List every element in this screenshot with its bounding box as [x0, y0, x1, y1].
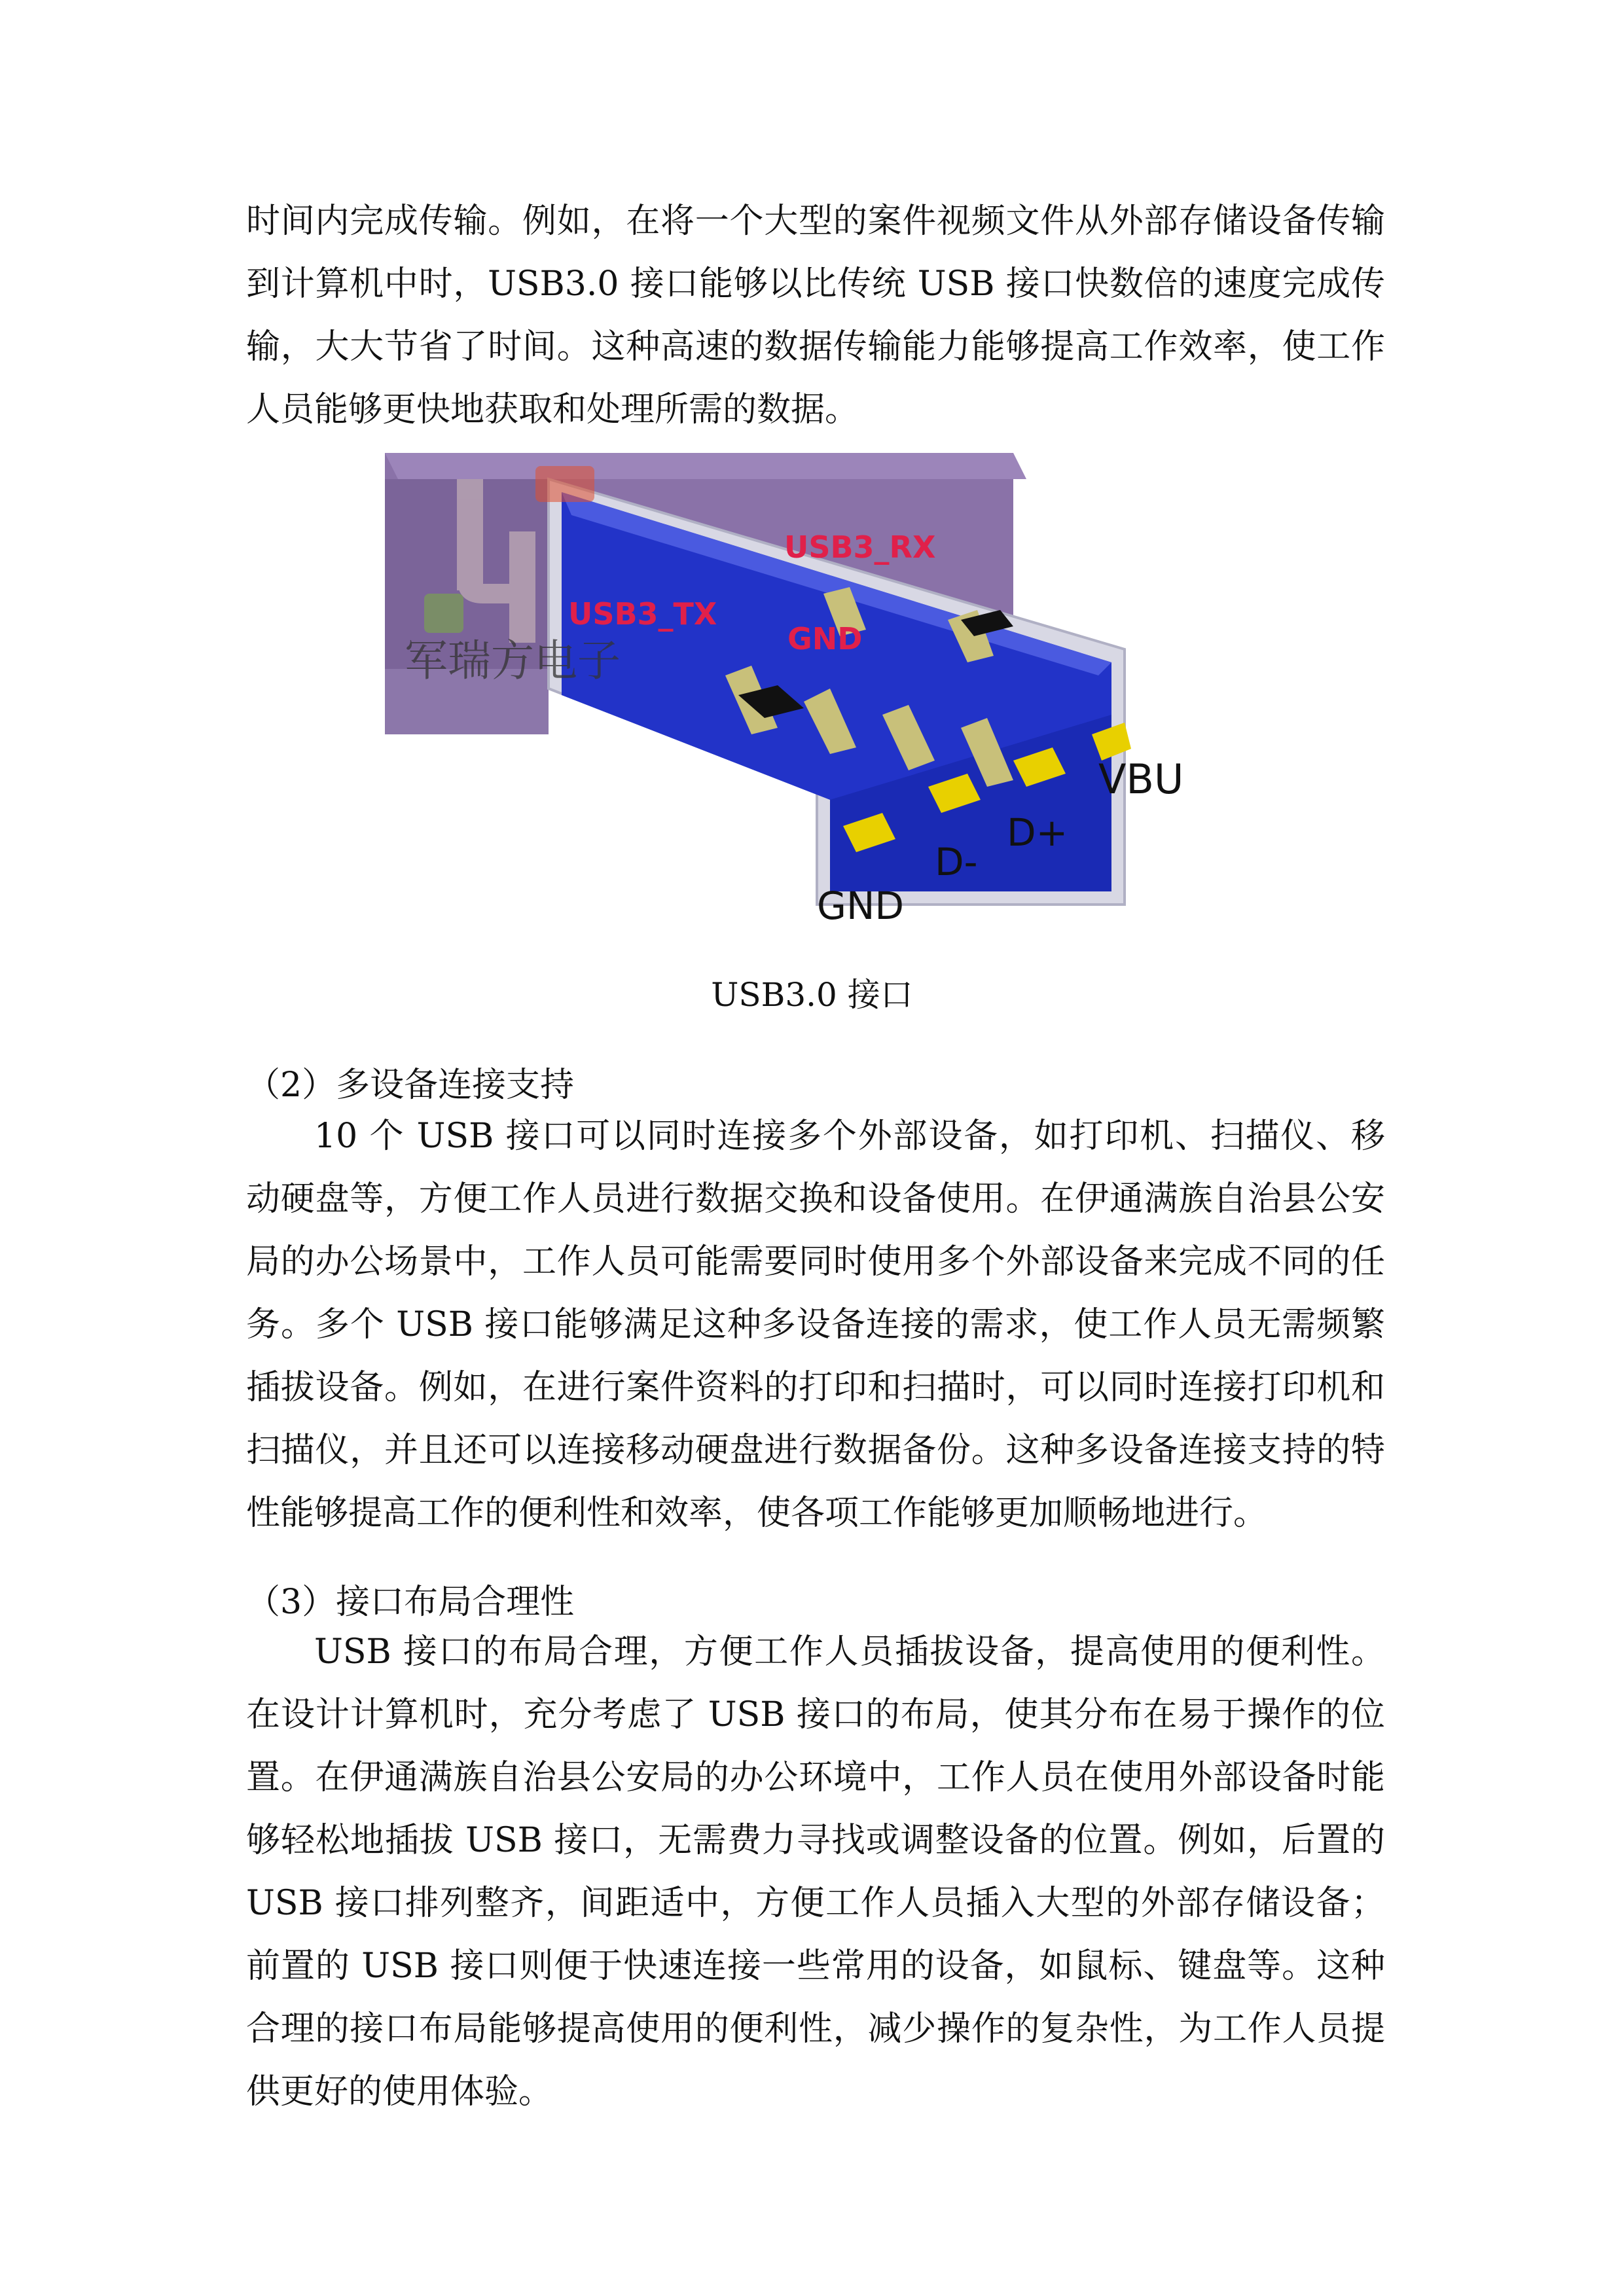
label-d-minus: D-: [935, 840, 978, 884]
watermark-text: 军瑞方电子: [405, 636, 621, 686]
label-vbus: VBU: [1098, 755, 1184, 803]
section2-heading: （2）多设备连接支持: [246, 1066, 575, 1105]
label-d-plus: D+: [1007, 810, 1068, 855]
label-usb3-tx: USB3_TX: [568, 596, 717, 632]
section2-paragraph: 10 个 USB 接口可以同时连接多个外部设备，如打印机、扫描仪、移动硬盘等，方便工作人员进行数据交换和设备使用。在伊通满族自治县公安局的办公场景中，工作人员可能需要同时使用多个外部设备来完成不同的任务。多个 USB 接口能够满足这种多设备连接的需求，使工作人员无需频繁插拔设备。例如，在进行案件资料的打印和扫描时，可以同时连接打印机和扫描仪，并且还可以连接移动硬盘进行数据备份。这种多设备连接支持的特性能够提高工作的便利性和效率，使各项工作能够更加顺畅地进行。: [246, 1117, 1385, 1533]
label-gnd-bottom: GND: [817, 884, 904, 928]
section3-paragraph: USB 接口的布局合理，方便工作人员插拔设备，提高使用的便利性。在设计计算机时，充分考虑了 USB 接口的布局，使其分布在易于操作的位置。在伊通满族自治县公安局的办公环境中，工作人员在使用外部设备时能够轻松地插拔 USB 接口，无需费力寻找或调整设备的位置。例如，后置的 USB 接口排列整齐，间距适中，方便工作人员插入大型的外部存储设备；前置的 USB 接口则便于快速连接一些常用的设备，如鼠标、键盘等。这种合理的接口布局能够提高使用的便利性，减少操作的复杂性，为工作人员提供更好的使用体验。: [246, 1632, 1385, 2111]
label-gnd-top: GND: [787, 621, 863, 656]
usb3-connector-diagram: [385, 453, 1236, 950]
label-usb3-rx: USB3_RX: [784, 529, 936, 565]
section3-heading: （3）接口布局合理性: [246, 1583, 575, 1622]
figure-caption: USB3.0 接口: [711, 976, 913, 1014]
intro-paragraph: 时间内完成传输。例如，在将一个大型的案件视频文件从外部存储设备传输到计算机中时，USB3.0 接口能够以比传统 USB 接口快数倍的速度完成传输，大大节省了时间。这种高速的数据传输能力能够提高工作效率，使工作人员能够更快地获取和处理所需的数据。: [246, 202, 1385, 429]
usb3-connector-figure: [385, 453, 1236, 950]
